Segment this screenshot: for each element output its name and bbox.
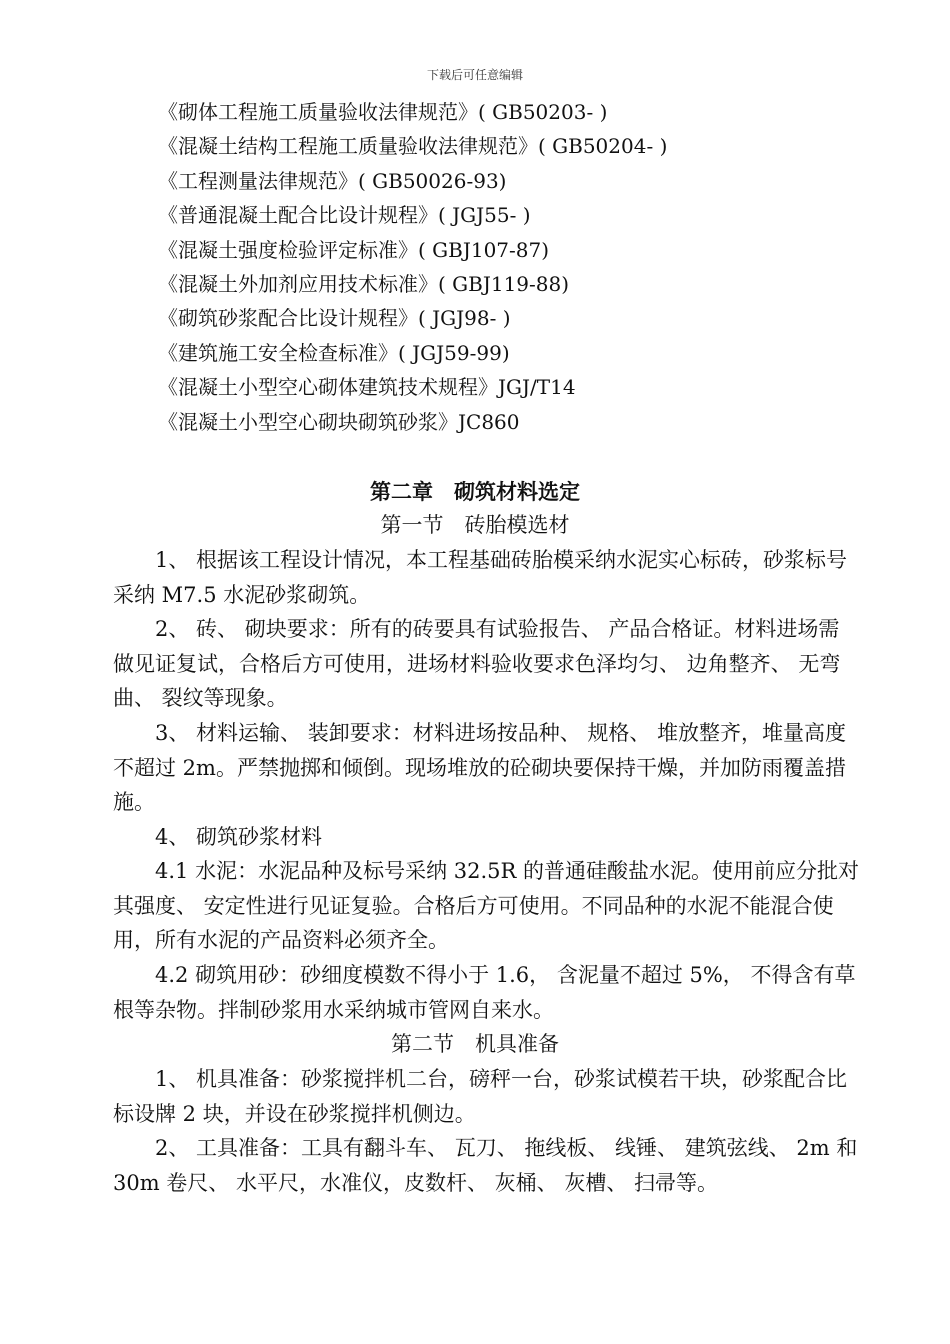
reference-item: 《混凝土小型空心砌体建筑技术规程》JGJ/T14 (158, 375, 576, 400)
reference-item: 《砌体工程施工质量验收法律规范》( GB50203- ) (158, 100, 608, 124)
paragraph-machinery: 1、 机具准备：砂浆搅拌机二台，磅秤一台，砂浆试模若干块，砂浆配合比标设牌 2 块，并设在砂浆搅拌机侧边。 (113, 1067, 848, 1126)
reference-item: 《砌筑砂浆配合比设计规程》( JGJ98- ) (158, 306, 511, 331)
reference-item: 《普通混凝土配合比设计规程》( JGJ55- ) (158, 203, 531, 228)
paragraph-mortar-materials: 4、 砌筑砂浆材料 (155, 825, 323, 849)
reference-item: 《混凝土强度检验评定标准》( GBJ107-87) (158, 237, 550, 262)
section-title-1: 第一节 砖胎模选材 (380, 513, 570, 537)
reference-item: 《建筑施工安全检查标准》( JGJ59-99) (158, 340, 510, 365)
reference-item: 《混凝土结构工程施工质量验收法律规范》( GB50204- ) (158, 134, 668, 159)
paragraph-brick-material: 1、 根据该工程设计情况，本工程基础砖胎模采纳水泥实心标砖，砂浆标号采纳 M7.5 水泥砂浆砌筑。 (113, 548, 848, 607)
chapter-title: 第二章 砌筑材料选定 (370, 480, 580, 504)
paragraph-tools: 2、 工具准备：工具有翻斗车、 瓦刀、 拖线板、 线锤、 建筑弦线、 2m 和 30m 卷尺、 水平尺，水准仪，皮数杆、 灰桶、 灰槽、 扫帚等。 (113, 1136, 858, 1195)
reference-standards-list (158, 95, 667, 439)
paragraph-cement: 4.1 水泥：水泥品种及标号采纳 32.5R 的普通硅酸盐水泥。使用前应分批对其强度、 安定性进行见证复验。合格后方可使用。不同品种的水泥不能混合使用，所有水泥的产品资料必须齐全。 (113, 859, 859, 953)
reference-item: 《工程测量法律规范》( GB50026-93) (158, 168, 507, 193)
reference-item: 《混凝土小型空心砌块砌筑砂浆》JC860 (158, 409, 520, 434)
section-title-2: 第二节 机具准备 (391, 1032, 559, 1056)
paragraph-brick-requirements: 2、 砖、 砌块要求：所有的砖要具有试验报告、 产品合格证。材料进场需做见证复试，合格后方可使用，进场材料验收要求色泽均匀、 边角整齐、 无弯曲、 裂纹等现象。 (113, 617, 841, 711)
paragraph-sand: 4.2 砌筑用砂：砂细度模数不得小于 1.6， 含泥量不超过 5%， 不得含有草根等杂物。拌制砂浆用水采纳城市管网自来水。 (113, 963, 856, 1022)
page-header-note: 下载后可任意编辑 (426, 68, 523, 82)
paragraph-transport-requirements: 3、 材料运输、 装卸要求：材料进场按品种、 规格、 堆放整齐，堆量高度不超过 2m。严禁抛掷和倾倒。现场堆放的砼砌块要保持干燥，并加防雨覆盖措施。 (113, 721, 847, 815)
reference-item: 《混凝土外加剂应用技术标准》( GBJ119-88) (158, 271, 570, 296)
